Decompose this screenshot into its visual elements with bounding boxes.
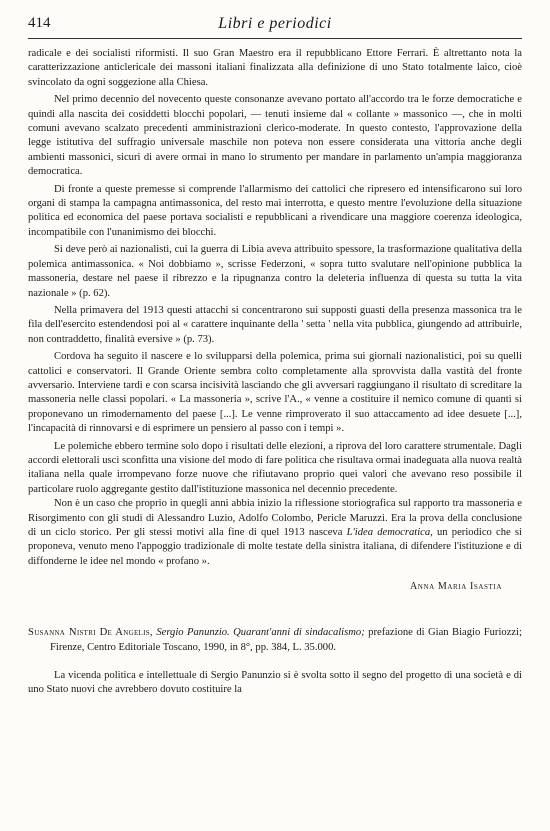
paragraph: Nella primavera del 1913 questi attacchi si concentrarono sui supposti guasti della presenza massonica tra le fila dell'esercito estendendosi poi al « carattere inquinante della ' setta ' nella vita pubblica, giungendo ad attribuirle, non contraddetto, finalità eversive » (p. 73). [28, 304, 522, 345]
paragraph: Cordova ha seguito il nascere e lo svilupparsi della polemica, prima sui giornali nazionalistici, poi su quelli cattolici e conservatori. Il Grande Oriente sembra colto completamente alla sprovvista dalla vastità del fronte avversario. Interviene tardi e con scarsa incisività lasciando che gli avversari raggiungano il risultato di screditare la massoneria nelle classi popolari. « La massoneria », scrive l'A., « venne a costituire il nemico comune di quanti si proponevano un rimodernamento del paese [...]. Le venne rimproverato il suo attaccamento ad idee desuete [...], l'incapacità di rinnovarsi e di esprimere un pensiero al passo con i tempi ». [28, 351, 522, 435]
article-body [28, 47, 522, 592]
running-title: Libri e periodici [218, 15, 332, 32]
paragraph-text: un periodico che si proponeva, venuto meno l'appoggio tradizionale di molte testate della sinistra italiana, di difendere l'istituzione e di diffonderne le idee nel mondo « profano ». [28, 527, 522, 567]
page-header [28, 14, 522, 39]
review-book-details: prefazione di Gian Biagio Furiozzi; Firenze, Centro Editoriale Toscano, 1990, in 8°, pp. 384, L. 35.000. [50, 627, 522, 653]
bibliographic-entry [28, 626, 522, 655]
author-signature: Anna Maria Isastia [409, 581, 502, 593]
paragraph [28, 497, 522, 569]
paragraph-text: Non è un caso che proprio in quegli anni abbia inizio la riflessione storiografica sul rapporto tra massoneria e Risorgimento con gli studi di Alessandro Luzio, Adolfo Colombo, Pericle Maruzzi. Era la prova della conclusione di un ciclo storico. Per gli stessi motivi alla fine di quel 1913 nasceva [28, 498, 522, 538]
review-book-title: Sergio Panunzio. Quarant'anni di sindacalismo; [156, 627, 365, 639]
book-review [28, 626, 522, 698]
review-book-author: Susanna Nistri De Angelis, [28, 627, 153, 639]
review-opening-paragraph: La vicenda politica e intellettuale di Sergio Panunzio si è svolta sotto il segno del progetto di una società e di uno Stato nuovi che avrebbero dovuto costituire la [28, 670, 522, 696]
paragraph: Le polemiche ebbero termine solo dopo i risultati delle elezioni, a riprova del loro carattere strumentale. Dagli accordi elettorali uscì sconfitta una visione del modo di fare politica che risultava ormai inadeguata alla nuova realtà italiana nella quale irrompevano forze nuove che rifiutavano proprio quei valori che avevano reso possibile il particolare ruolo aggregante gestito dall'istituzione massonica nel decennio precedente. [28, 440, 522, 495]
periodical-title: L'idea democratica, [346, 527, 433, 538]
page-number: 414 [28, 15, 51, 31]
paragraph: Nel primo decennio del novecento queste consonanze avevano portato all'accordo tra le forze democratiche e quindi alla nascita dei cosiddetti blocchi popolari, — tenuti insieme dal « collante » massonico —, che in molti comuni avevano scalzato precedenti amministrazioni clerico-moderate. In questo contesto, l'approvazione della legge istitutiva del suffragio universale maschile non poteva non essere considerata una vittoria anche degli ambienti massonici, sicuri di avere ormai in mano lo strumento per mandare in parlamento un'ampia maggioranza democratica. [28, 94, 522, 178]
paragraph: radicale e dei socialisti riformisti. Il suo Gran Maestro era il repubblicano Ettore Ferrari. È altrettanto nota la caratterizzazione anticlericale dei massoni italiani finalizzata alla definizione di uno Stato totalmente laico, cioè svincolato da ogni soggezione alla Chiesa. [28, 48, 522, 88]
paragraph: Di fronte a queste premesse si comprende l'allarmismo dei cattolici che ripresero ed intensificarono sui loro organi di stampa la campagna antimassonica, del resto mai interrotta, e questo mentre l'evoluzione della situazione politica ed economica del paese portava socialisti e repubblicani a rivendicare una maggiore coerenza ideologica, incompatibile con l'unanimismo dei blocchi. [28, 183, 522, 238]
paragraph: Si deve però ai nazionalisti, cui la guerra di Libia aveva attribuito spessore, la trasformazione qualitativa della polemica antimassonica. « Noi dobbiamo », scrisse Federzoni, « sopra tutto svalutare nell'opinione pubblica la massoneria, destare nel paese il ribrezzo e la ripugnanza contro la deleteria influenza di questa su tutta la vita nazionale » (p. 62). [28, 244, 522, 299]
